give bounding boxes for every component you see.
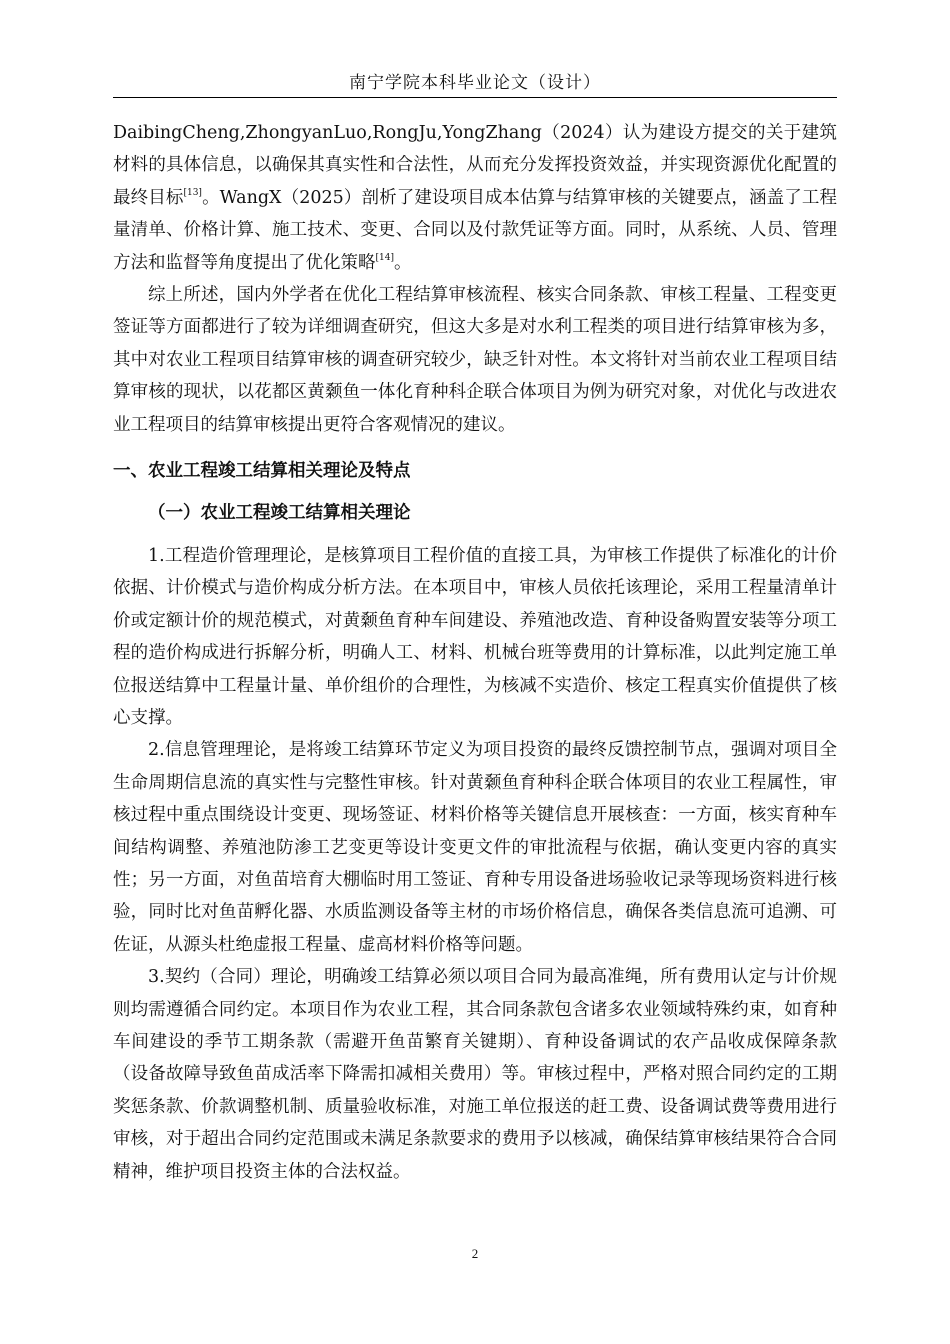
paragraph-text: DaibingCheng,ZhongyanLuo,RongJu,YongZhang（2024）认为建设方提交的关于建筑材料的具体信息，以确保其真实性和合法性，从而充分发挥投资效益，并实现资源优化配置的最终目标	[113, 123, 837, 208]
theory-paragraph-1: 1.工程造价管理理论，是核算项目工程价值的直接工具，为审核工作提供了标准化的计价依据、计价模式与造价构成分析方法。在本项目中，审核人员依托该理论，采用工程量清单计价或定额计价的规范模式，对黄颡鱼育种车间建设、养殖池改造、育种设备购置安装等分项工程的造价构成进行拆解分析，明确人工、材料、机械台班等费用的计算标准，以此判定施工单位报送结算中工程量计量、单价组价的合理性，为核减不实造价、核定工程真实价值提供了核心支撑。	[113, 545, 837, 728]
header-divider	[113, 97, 837, 98]
paragraph-text: 。WangX（2025）剖析了建设项目成本估算与结算审核的关键要点，涵盖了工程量清单、价格计算、施工技术、变更、合同以及付款凭证等方面。同时，从系统、人员、管理方法和监督等角度提出了优化策略	[113, 187, 837, 273]
section-heading: 一、农业工程竣工结算相关理论及特点	[113, 461, 411, 482]
citation-14: [14]	[375, 252, 394, 263]
paragraph-text: 。	[393, 252, 412, 273]
theory-paragraph-2: 2.信息管理理论，是将竣工结算环节定义为项目投资的最终反馈控制节点，强调对项目全生命周期信息流的真实性与完整性审核。针对黄颡鱼育种科企联合体项目的农业工程属性，审核过程中重点围绕设计变更、现场签证、材料价格等关键信息开展核查：一方面，核实育种车间结构调整、养殖池防渗工艺变更等设计变更文件的审批流程与依据，确认变更内容的真实性；另一方面，对鱼苗培育大棚临时用工签证、育种专用设备进场验收记录等现场资料进行核验，同时比对鱼苗孵化器、水质监测设备等主材的市场价格信息，确保各类信息流可追溯、可佐证，从源头杜绝虚报工程量、虚高材料价格等问题。	[113, 740, 837, 955]
citation-13: [13]	[183, 187, 202, 198]
subsection-heading: （一）农业工程竣工结算相关理论	[148, 503, 411, 524]
page-header-title: 南宁学院本科毕业论文（设计）	[349, 73, 601, 93]
page-number: 2	[471, 1246, 479, 1261]
document-body	[113, 117, 837, 1188]
summary-paragraph: 综上所述，国内外学者在优化工程结算审核流程、核实合同条款、审核工程量、工程变更签证等方面都进行了较为详细调查研究，但这大多是对水利工程类的项目进行结算审核为多，其中对农业工程项目结算审核的调查研究较少，缺乏针对性。本文将针对当前农业工程项目结算审核的现状，以花都区黄颡鱼一体化育种科企联合体项目为例为研究对象，对优化与改进农业工程项目的结算审核提出更符合客观情况的建议。	[113, 285, 837, 435]
literature-paragraph	[113, 117, 837, 279]
theory-paragraph-3: 3.契约（合同）理论，明确竣工结算必须以项目合同为最高准绳，所有费用认定与计价规则均需遵循合同约定。本项目作为农业工程，其合同条款包含诸多农业领域特殊约束，如育种车间建设的季节工期条款（需避开鱼苗繁育关键期）、育种设备调试的农产品收成保障条款（设备故障导致鱼苗成活率下降需扣减相关费用）等。审核过程中，严格对照合同约定的工期奖惩条款、价款调整机制、质量验收标准，对施工单位报送的赶工费、设备调试费等费用进行审核，对于超出合同约定范围或未满足条款要求的费用予以核减，确保结算审核结果符合合同精神，维护项目投资主体的合法权益。	[113, 967, 837, 1182]
